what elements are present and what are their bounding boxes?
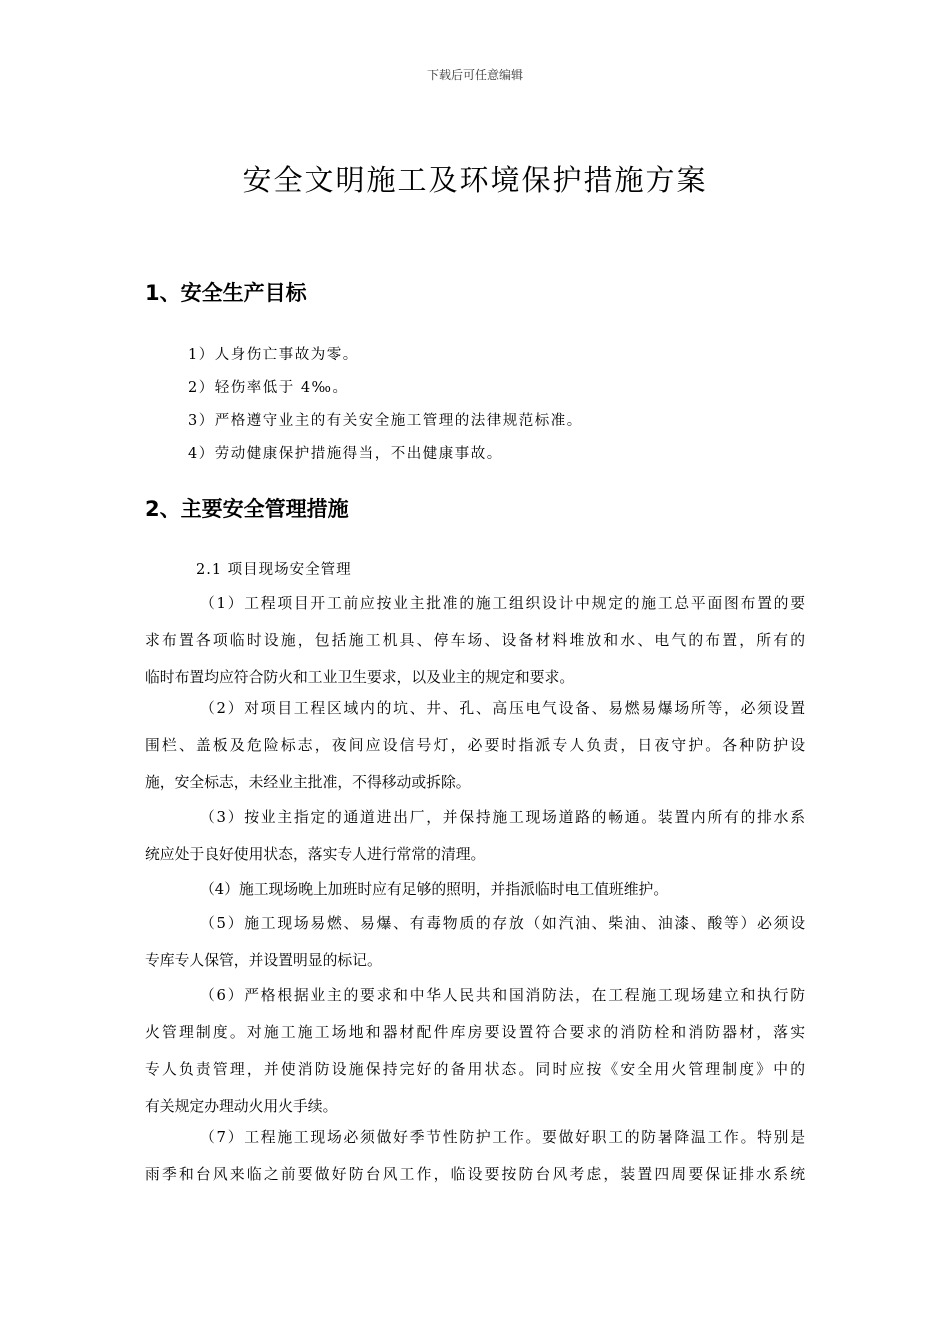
paragraph-line: 求布置各项临时设施，包括施工机具、停车场、设备材料堆放和水、电气的布置，所有的 bbox=[145, 632, 805, 649]
goal-item-3: 3）严格遵守业主的有关安全施工管理的法律规范标准。 bbox=[188, 413, 583, 429]
goal-item-1: 1）人身伤亡事故为零。 bbox=[188, 347, 359, 363]
paragraph-line: （2）对项目工程区域内的坑、井、孔、高压电气设备、易燃易爆场所等，必须设置 bbox=[200, 700, 805, 717]
paragraph-line: （5）施工现场易燃、易爆、有毒物质的存放（如汽油、柴油、油漆、酸等）必须设 bbox=[200, 915, 805, 932]
paragraph-line: （7）工程施工现场必须做好季节性防护工作。要做好职工的防暑降温工作。特别是 bbox=[200, 1129, 805, 1146]
paragraph-6 bbox=[145, 977, 805, 1125]
paragraph-1 bbox=[145, 585, 805, 696]
paragraph-line: （4）施工现场晚上加班时应有足够的照明，并指派临时电工值班维护。 bbox=[200, 881, 669, 898]
paragraph-line: 围栏、盖板及危险标志，夜间应设信号灯，必要时指派专人负责，日夜守护。各种防护设 bbox=[145, 737, 805, 754]
paragraph-4 bbox=[145, 871, 805, 908]
paragraph-line: 有关规定办理动火用火手续。 bbox=[145, 1098, 338, 1115]
section-1-heading: 1、安全生产目标 bbox=[145, 281, 307, 305]
header-note: 下载后可任意编辑 bbox=[426, 68, 523, 82]
paragraph-line: （6）严格根据业主的要求和中华人民共和国消防法，在工程施工现场建立和执行防 bbox=[200, 987, 805, 1004]
paragraph-line: （1）工程项目开工前应按业主批准的施工组织设计中规定的施工总平面图布置的要 bbox=[200, 595, 805, 612]
subsection-2-1-heading: 2.1 项目现场安全管理 bbox=[196, 562, 352, 578]
paragraph-line: 施，安全标志，未经业主批准，不得移动或拆除。 bbox=[145, 774, 471, 791]
paragraph-line: 雨季和台风来临之前要做好防台风工作，临设要按防台风考虑，装置四周要保证排水系统 bbox=[145, 1166, 805, 1183]
paragraph-line: （3）按业主指定的通道进出厂，并保持施工现场道路的畅通。装置内所有的排水系 bbox=[200, 809, 805, 826]
paragraph-7 bbox=[145, 1119, 805, 1193]
goal-item-2: 2）轻伤率低于 4‰。 bbox=[188, 380, 349, 396]
goal-item-4: 4）劳动健康保护措施得当，不出健康事故。 bbox=[188, 446, 503, 462]
paragraph-3 bbox=[145, 799, 805, 873]
section-2-heading: 2、主要安全管理措施 bbox=[145, 497, 349, 521]
paragraph-line: 临时布置均应符合防火和工业卫生要求，以及业主的规定和要求。 bbox=[145, 669, 575, 686]
paragraph-line: 专人负责管理，并使消防设施保持完好的备用状态。同时应按《安全用火管理制度》中的 bbox=[145, 1061, 805, 1078]
paragraph-2 bbox=[145, 690, 805, 801]
document-title: 安全文明施工及环境保护措施方案 bbox=[242, 163, 708, 197]
paragraph-line: 统应处于良好使用状态，落实专人进行常常的清理。 bbox=[145, 846, 486, 863]
paragraph-line: 火管理制度。对施工施工场地和器材配件库房要设置符合要求的消防栓和消防器材，落实 bbox=[145, 1024, 805, 1041]
paragraph-5 bbox=[145, 905, 805, 979]
paragraph-line: 专库专人保管，并设置明显的标记。 bbox=[145, 952, 382, 969]
